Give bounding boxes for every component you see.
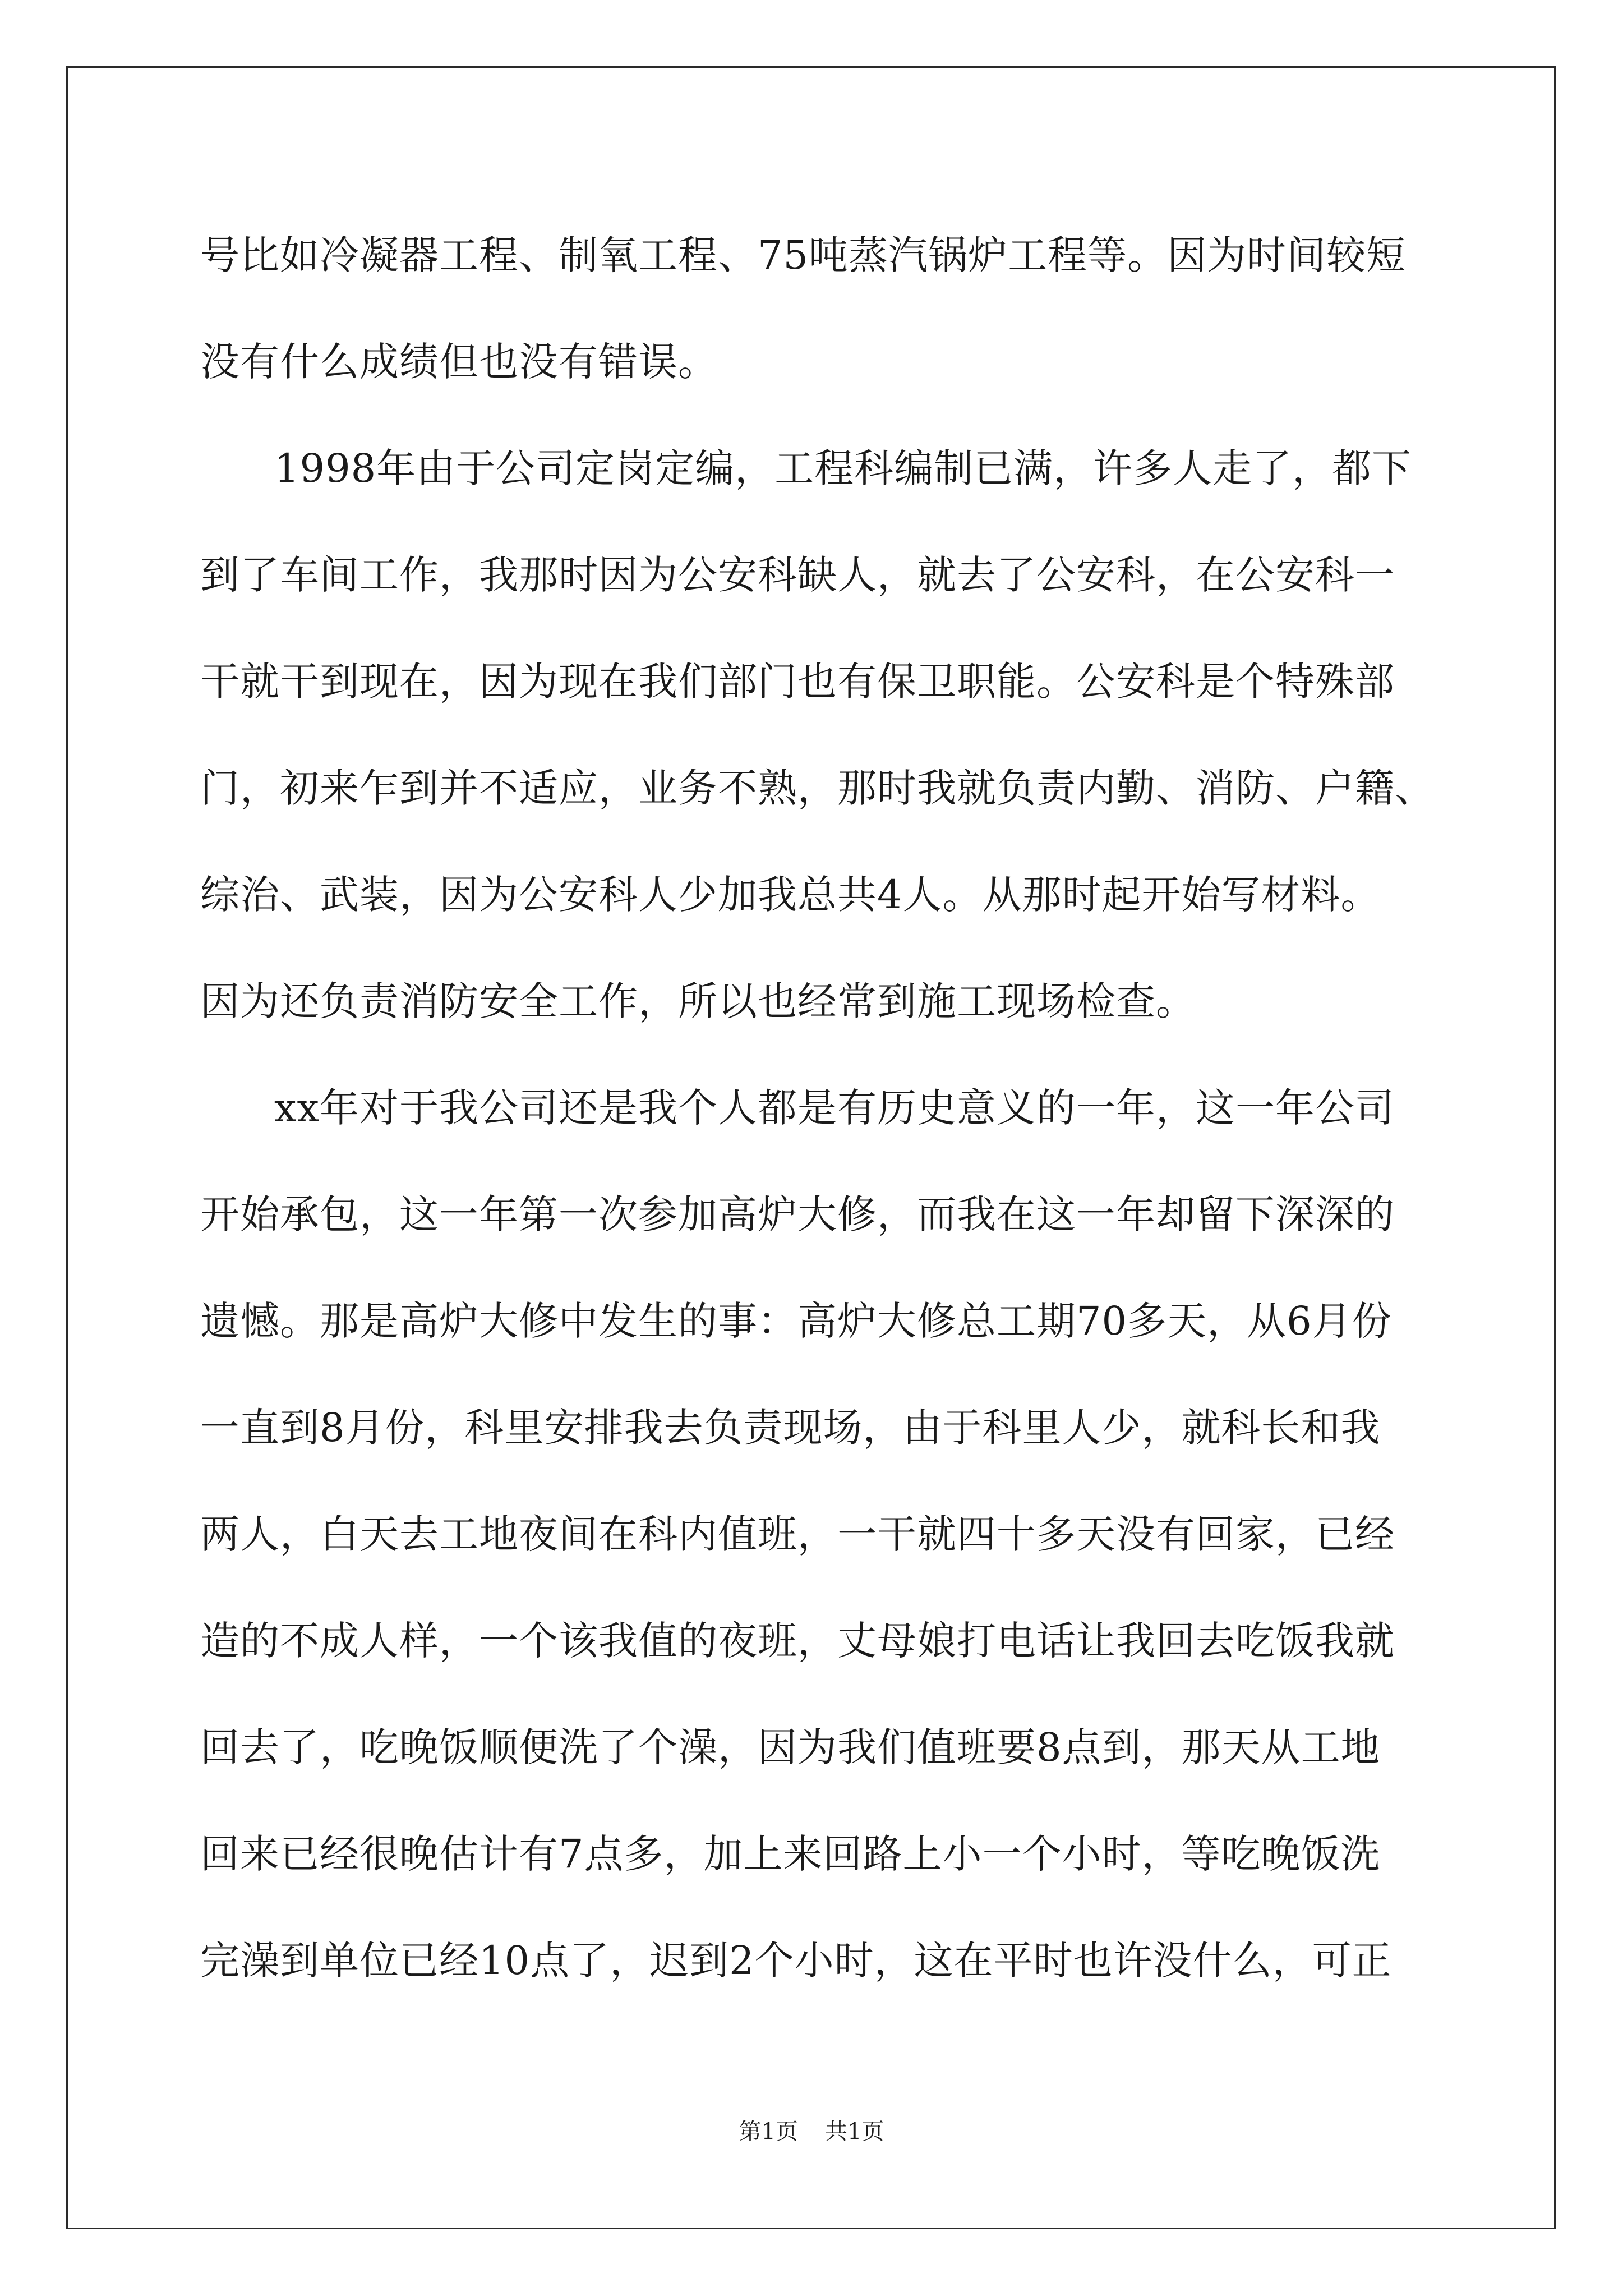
- text-line: 造的不成人样，一个该我值的夜班，丈母娘打电话让我回去吃饭我就: [200, 1618, 1395, 1664]
- text-line: 回来已经很晚估计有7点多，加上来回路上小一个小时，等吃晚饭洗: [200, 1831, 1381, 1877]
- text-line: 回去了，吃晚饭顺便洗了个澡，因为我们值班要8点到，那天从工地: [200, 1724, 1381, 1770]
- text-line: 综治、武装，因为公安科人少加我总共4人。从那时起开始写材料。: [200, 872, 1381, 918]
- page-footer: [0, 2115, 1623, 2148]
- text-line: 遗憾。那是高炉大修中发生的事：高炉大修总工期70多天，从6月份: [200, 1298, 1392, 1344]
- document-body: [200, 202, 1490, 2014]
- page-total: 共1页: [825, 2119, 884, 2145]
- paragraph-start-line: xx年对于我公司还是我个人都是有历史意义的一年，这一年公司: [274, 1085, 1395, 1131]
- text-line: 到了车间工作，我那时因为公安科缺人，就去了公安科，在公安科一: [200, 552, 1395, 598]
- text-line: 号比如冷凝器工程、制氧工程、75吨蒸汽锅炉工程等。因为时间较短: [200, 232, 1407, 278]
- text-line: 干就干到现在，因为现在我们部门也有保卫职能。公安科是个特殊部: [200, 659, 1395, 705]
- text-line: 因为还负责消防安全工作，所以也经常到施工现场检查。: [200, 978, 1196, 1024]
- text-line: 门，初来乍到并不适应，业务不熟，那时我就负责内勤、消防、户籍、: [200, 765, 1435, 811]
- text-line: 完澡到单位已经10点了，迟到2个小时，这在平时也许没什么，可正: [200, 1938, 1392, 1984]
- paragraph-start-line: 1998年由于公司定岗定编，工程科编制已满，许多人走了，都下: [274, 445, 1412, 491]
- text-line: 开始承包，这一年第一次参加高炉大修，而我在这一年却留下深深的: [200, 1191, 1395, 1237]
- text-line: 两人，白天去工地夜间在科内值班，一干就四十多天没有回家，已经: [200, 1511, 1395, 1557]
- text-line: 没有什么成绩但也没有错误。: [200, 339, 718, 385]
- text-line: 一直到8月份，科里安排我去负责现场，由于科里人少，就科长和我: [200, 1405, 1381, 1451]
- page-number: 第1页: [739, 2119, 798, 2145]
